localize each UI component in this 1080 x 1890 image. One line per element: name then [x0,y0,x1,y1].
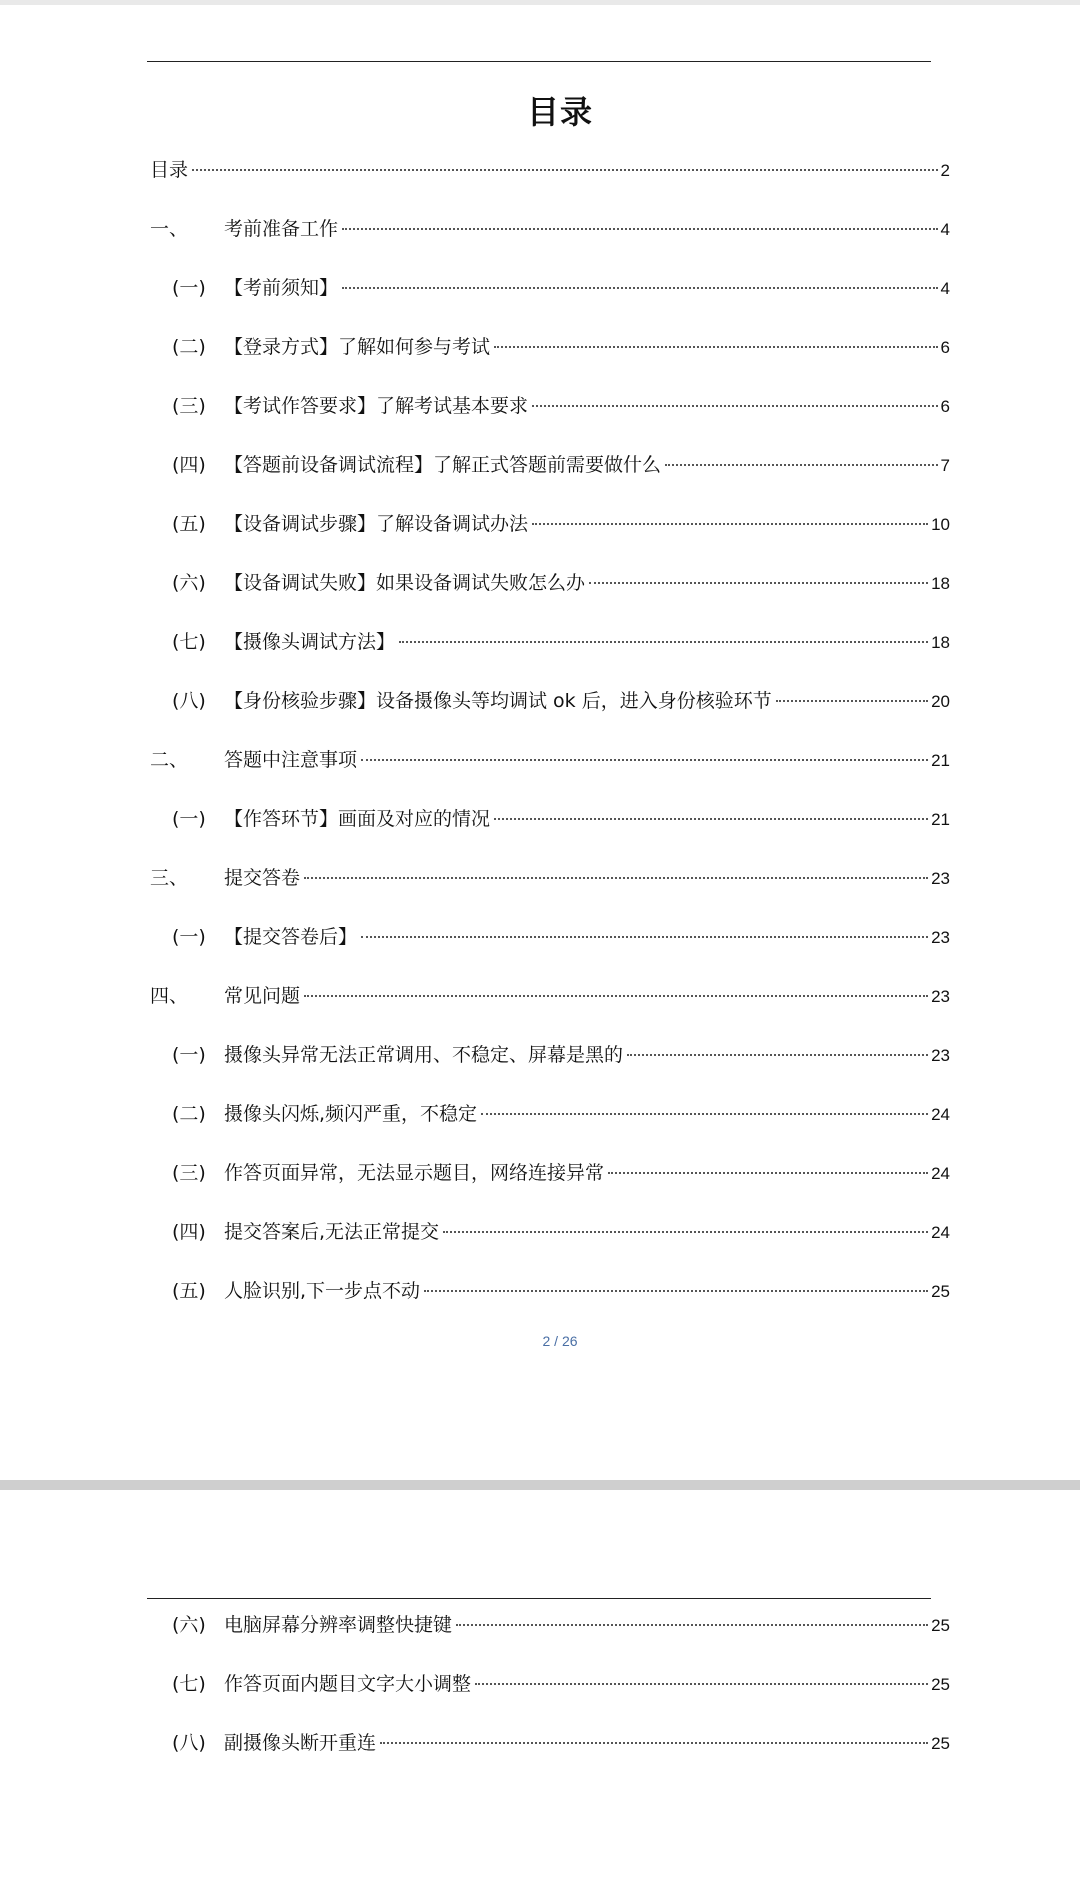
toc-entry-page-number: 25 [931,1282,950,1301]
toc-entry-number: (三) [172,395,206,417]
toc-entry-label: 【身份核验步骤】设备摄像头等均调试 ok 后，进入身份核验环节 [224,690,772,712]
toc-entry[interactable] [150,922,950,981]
toc-entry-page-number: 24 [931,1223,950,1242]
toc-entry-page-number: 2 [940,161,950,180]
toc-entry-number: (一) [172,808,206,830]
toc-entry-label: 【作答环节】画面及对应的情况 [224,808,491,830]
toc-entry-page-number: 24 [931,1105,950,1124]
toc-entry-label: 答题中注意事项 [224,749,358,771]
toc-entry-label: 【摄像头调试方法】 [224,631,396,653]
toc-entry[interactable] [150,1669,950,1728]
toc-entry-label: 提交答卷 [224,867,301,889]
toc-entry-number: (八) [172,1732,206,1754]
toc-entry[interactable] [150,1276,950,1335]
toc-entry-number: 四、 [150,985,189,1007]
toc-entry-number: 三、 [150,867,189,889]
toc-entry-number: (七) [172,631,206,653]
toc-entry[interactable] [150,686,950,745]
toc-entry[interactable] [150,568,950,627]
toc-dot-leader [532,523,928,525]
toc-entry[interactable] [150,214,950,273]
toc-entry[interactable] [150,1728,950,1787]
toc-dot-leader [494,818,928,820]
toc-entry-label: 电脑屏幕分辨率调整快捷键 [224,1614,453,1636]
toc-entry[interactable] [150,1217,950,1276]
toc-dot-leader [532,405,938,407]
toc-entry-page-number: 4 [940,279,950,298]
toc-entry-page-number: 23 [931,928,950,947]
toc-entry-label: 摄像头闪烁,频闪严重，不稳定 [224,1103,478,1125]
toc-entry[interactable] [150,627,950,686]
toc-dot-leader [361,936,928,938]
toc-entry-number: (一) [172,277,206,299]
toc-entry-label: 常见问题 [224,985,301,1007]
toc-entry-label: 提交答案后,无法正常提交 [224,1221,440,1243]
toc-dot-leader [627,1054,928,1056]
header-rule [147,61,931,62]
toc-entry-page-number: 7 [940,456,950,475]
toc-entry[interactable] [150,155,950,214]
toc-entry-label: 【考前须知】 [224,277,339,299]
toc-entry-page-number: 25 [931,1616,950,1635]
toc-entry[interactable] [150,1158,950,1217]
toc-entry-label: 【设备调试步骤】了解设备调试办法 [224,513,529,535]
page-number-indicator: 2 / 26 [542,1333,578,1349]
toc-dot-leader [399,641,928,643]
table-of-contents-continued [150,1610,950,1787]
toc-entry[interactable] [150,391,950,450]
toc-entry[interactable] [150,804,950,863]
toc-entry[interactable] [150,509,950,568]
toc-dot-leader [443,1231,928,1233]
toc-entry[interactable] [150,1040,950,1099]
page-separator [0,1480,1080,1490]
toc-dot-leader [608,1172,928,1174]
toc-entry-page-number: 10 [931,515,950,534]
toc-entry[interactable] [150,981,950,1040]
toc-entry-page-number: 25 [931,1734,950,1753]
toc-entry-label: 摄像头异常无法正常调用、不稳定、屏幕是黑的 [224,1044,624,1066]
toc-entry-label: 作答页面内题目文字大小调整 [224,1673,472,1695]
toc-entry-page-number: 23 [931,987,950,1006]
toc-entry-number: (一) [172,926,206,948]
toc-entry-label: 【设备调试失败】如果设备调试失败怎么办 [224,572,586,594]
toc-dot-leader [342,228,938,230]
toc-dot-leader [456,1624,928,1626]
document-page-2 [0,5,1080,1480]
toc-entry-page-number: 25 [931,1675,950,1694]
toc-dot-leader [361,759,928,761]
toc-dot-leader [380,1742,928,1744]
toc-entry-page-number: 18 [931,574,950,593]
toc-entry-page-number: 21 [931,810,950,829]
toc-entry-label: 【提交答卷后】 [224,926,358,948]
toc-entry-number: (五) [172,1280,206,1302]
toc-entry-label: 考前准备工作 [224,218,339,240]
toc-entry-label: 目录 [150,159,189,181]
toc-dot-leader [589,582,928,584]
toc-entry-number: (四) [172,454,206,476]
toc-entry-page-number: 20 [931,692,950,711]
toc-dot-leader [192,169,938,171]
toc-entry-number: 二、 [150,749,189,771]
page-title: 目录 [526,93,593,131]
toc-entry-number: (三) [172,1162,206,1184]
toc-entry-label: 副摄像头断开重连 [224,1732,377,1754]
toc-entry-number: (五) [172,513,206,535]
toc-dot-leader [475,1683,928,1685]
toc-dot-leader [342,287,938,289]
toc-entry[interactable] [150,1099,950,1158]
toc-dot-leader [665,464,938,466]
toc-entry-page-number: 23 [931,1046,950,1065]
toc-dot-leader [776,700,928,702]
toc-dot-leader [481,1113,928,1115]
toc-entry-label: 【考试作答要求】了解考试基本要求 [224,395,529,417]
toc-entry-number: (一) [172,1044,206,1066]
toc-entry-number: (二) [172,336,206,358]
header-rule [147,1598,931,1599]
toc-entry-label: 【答题前设备调试流程】了解正式答题前需要做什么 [224,454,662,476]
toc-dot-leader [494,346,938,348]
toc-entry-number: (八) [172,690,206,712]
toc-entry[interactable] [150,450,950,509]
toc-entry-label: 人脸识别,下一步点不动 [224,1280,421,1302]
toc-entry-number: (四) [172,1221,206,1243]
document-page-3 [0,1490,1080,1890]
toc-dot-leader [424,1290,928,1292]
toc-entry[interactable] [150,863,950,922]
toc-entry-number: (二) [172,1103,206,1125]
toc-entry-number: 一、 [150,218,189,240]
toc-dot-leader [304,877,928,879]
toc-entry-page-number: 24 [931,1164,950,1183]
toc-entry-number: (六) [172,1614,206,1636]
table-of-contents [150,155,950,1335]
toc-entry-page-number: 23 [931,869,950,888]
toc-entry[interactable] [150,1610,950,1669]
toc-entry-number: (六) [172,572,206,594]
toc-entry[interactable] [150,332,950,391]
toc-entry-page-number: 4 [940,220,950,239]
toc-entry-label: 【登录方式】了解如何参与考试 [224,336,491,358]
toc-entry-label: 作答页面异常，无法显示题目，网络连接异常 [224,1162,605,1184]
toc-entry-page-number: 21 [931,751,950,770]
toc-entry-page-number: 18 [931,633,950,652]
toc-dot-leader [304,995,928,997]
toc-entry-page-number: 6 [940,397,950,416]
toc-entry-page-number: 6 [940,338,950,357]
toc-entry-number: (七) [172,1673,206,1695]
toc-entry[interactable] [150,273,950,332]
toc-entry[interactable] [150,745,950,804]
